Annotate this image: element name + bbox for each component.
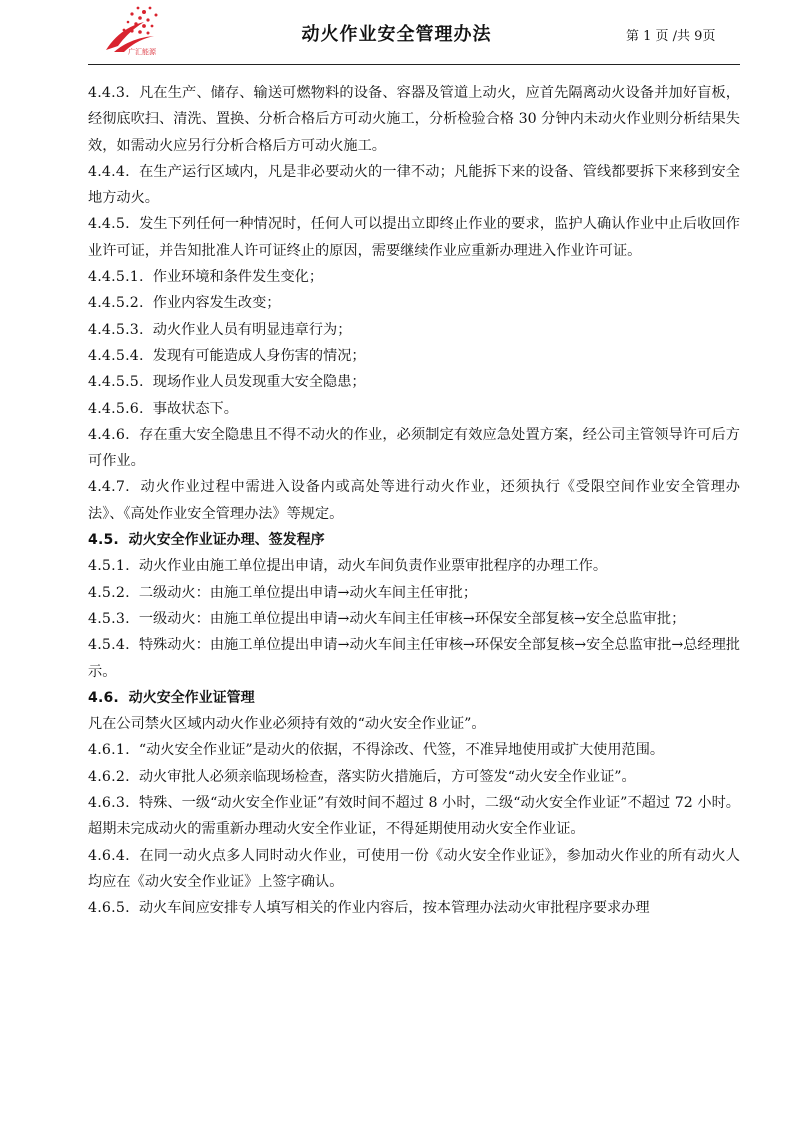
- clause-4-5-2: 4.5.2. 二级动火：由施工单位提出申请→动火车间主任审批；: [88, 584, 478, 601]
- header-divider: [88, 64, 740, 65]
- clause-4-4-4: 4.4.4. 在生产运行区域内，凡是非必要动火的一律不动；凡能拆下来的设备、管线都要拆下来移到安全地方动火。: [88, 163, 740, 207]
- clause-4-4-5-1: 4.4.5.1. 作业环境和条件发生变化；: [88, 269, 324, 286]
- clause-4-4-5-5: 4.4.5.5. 现场作业人员发现重大安全隐患；: [88, 374, 366, 391]
- clause-4-4-5-6: 4.4.5.6. 事故状态下。: [88, 400, 238, 417]
- section-4-6-intro: 凡在公司禁火区域内动火作业必须持有效的“动火安全作业证”。: [88, 716, 486, 733]
- clause-4-4-5: 4.4.5. 发生下列任何一种情况时，任何人可以提出立即终止作业的要求，监护人确认作业中止后收回作业许可证，并告知批准人许可证终止的原因，需要继续作业应重新办理进入作业许可证。: [88, 216, 740, 259]
- clause-4-6-2: 4.6.2. 动火审批人必须亲临现场检查，落实防火措施后，方可签发“动火安全作业证”。: [88, 768, 636, 785]
- section-heading-4-6: 4.6. 动火安全作业证管理: [88, 689, 255, 706]
- clause-4-5-1: 4.5.1. 动火作业由施工单位提出申请，动火车间负责作业票审批程序的办理工作。: [88, 558, 608, 575]
- section-heading-4-5: 4.5. 动火安全作业证办理、签发程序: [88, 532, 325, 549]
- document-title: 动火作业安全管理办法: [301, 24, 492, 45]
- clause-4-6-3: 4.6.3. 特殊、一级“动火安全作业证”有效时间不超过 8 小时，二级“动火安全作业证”不超过 72 小时。超期未完成动火的需重新办理动火安全作业证，不得延期使用动火安全作业证。: [88, 795, 740, 838]
- clause-4-6-4: 4.6.4. 在同一动火点多人同时动火作业，可使用一份《动火安全作业证》，参加动火作业的所有动火人均应在《动火安全作业证》上签字确认。: [88, 847, 740, 890]
- page-header: [0, 0, 793, 66]
- clause-4-5-4: 4.5.4. 特殊动火：由施工单位提出申请→动火车间主任审核→环保安全部复核→安全总监审批→总经理批示。: [88, 637, 740, 680]
- document-body: [88, 80, 740, 922]
- page-indicator: 第 1 页 /共 9页: [626, 29, 716, 44]
- clause-4-4-5-4: 4.4.5.4. 发现有可能造成人身伤害的情况；: [88, 347, 366, 364]
- clause-4-4-5-3: 4.4.5.3. 动火作业人员有明显违章行为；: [88, 321, 352, 338]
- clause-4-5-3: 4.5.3. 一级动火：由施工单位提出申请→动火车间主任审核→环保安全部复核→安全总监审批；: [88, 610, 686, 627]
- clause-4-4-6: 4.4.6. 存在重大安全隐患且不得不动火的作业，必须制定有效应急处置方案，经公司主管领导许可后方可作业。: [88, 426, 740, 470]
- clause-4-6-1: 4.6.1. “动火安全作业证”是动火的依据，不得涂改、代签，不准异地使用或扩大使用范围。: [88, 742, 665, 759]
- clause-4-4-3: 4.4.3. 凡在生产、储存、输送可燃物料的设备、容器及管道上动火，应首先隔离动火设备并加好盲板，经彻底吹扫、清洗、置换、分析合格后方可动火施工，分析检验合格 30 分钟内未动火作业则分析结果失效，如需动火应另行分析合格后方可动火施工。: [88, 85, 740, 154]
- clause-4-6-5: 4.6.5. 动火车间应安排专人填写相关的作业内容后，按本管理办法动火审批程序要求办理: [88, 900, 650, 917]
- svg-text:广汇能源: 广汇能源: [128, 48, 156, 56]
- clause-4-4-7: 4.4.7. 动火作业过程中需进入设备内或高处等进行动火作业，还须执行《受限空间作业安全管理办法》、《高处作业安全管理办法》等规定。: [88, 479, 740, 522]
- clause-4-4-5-2: 4.4.5.2. 作业内容发生改变；: [88, 295, 281, 312]
